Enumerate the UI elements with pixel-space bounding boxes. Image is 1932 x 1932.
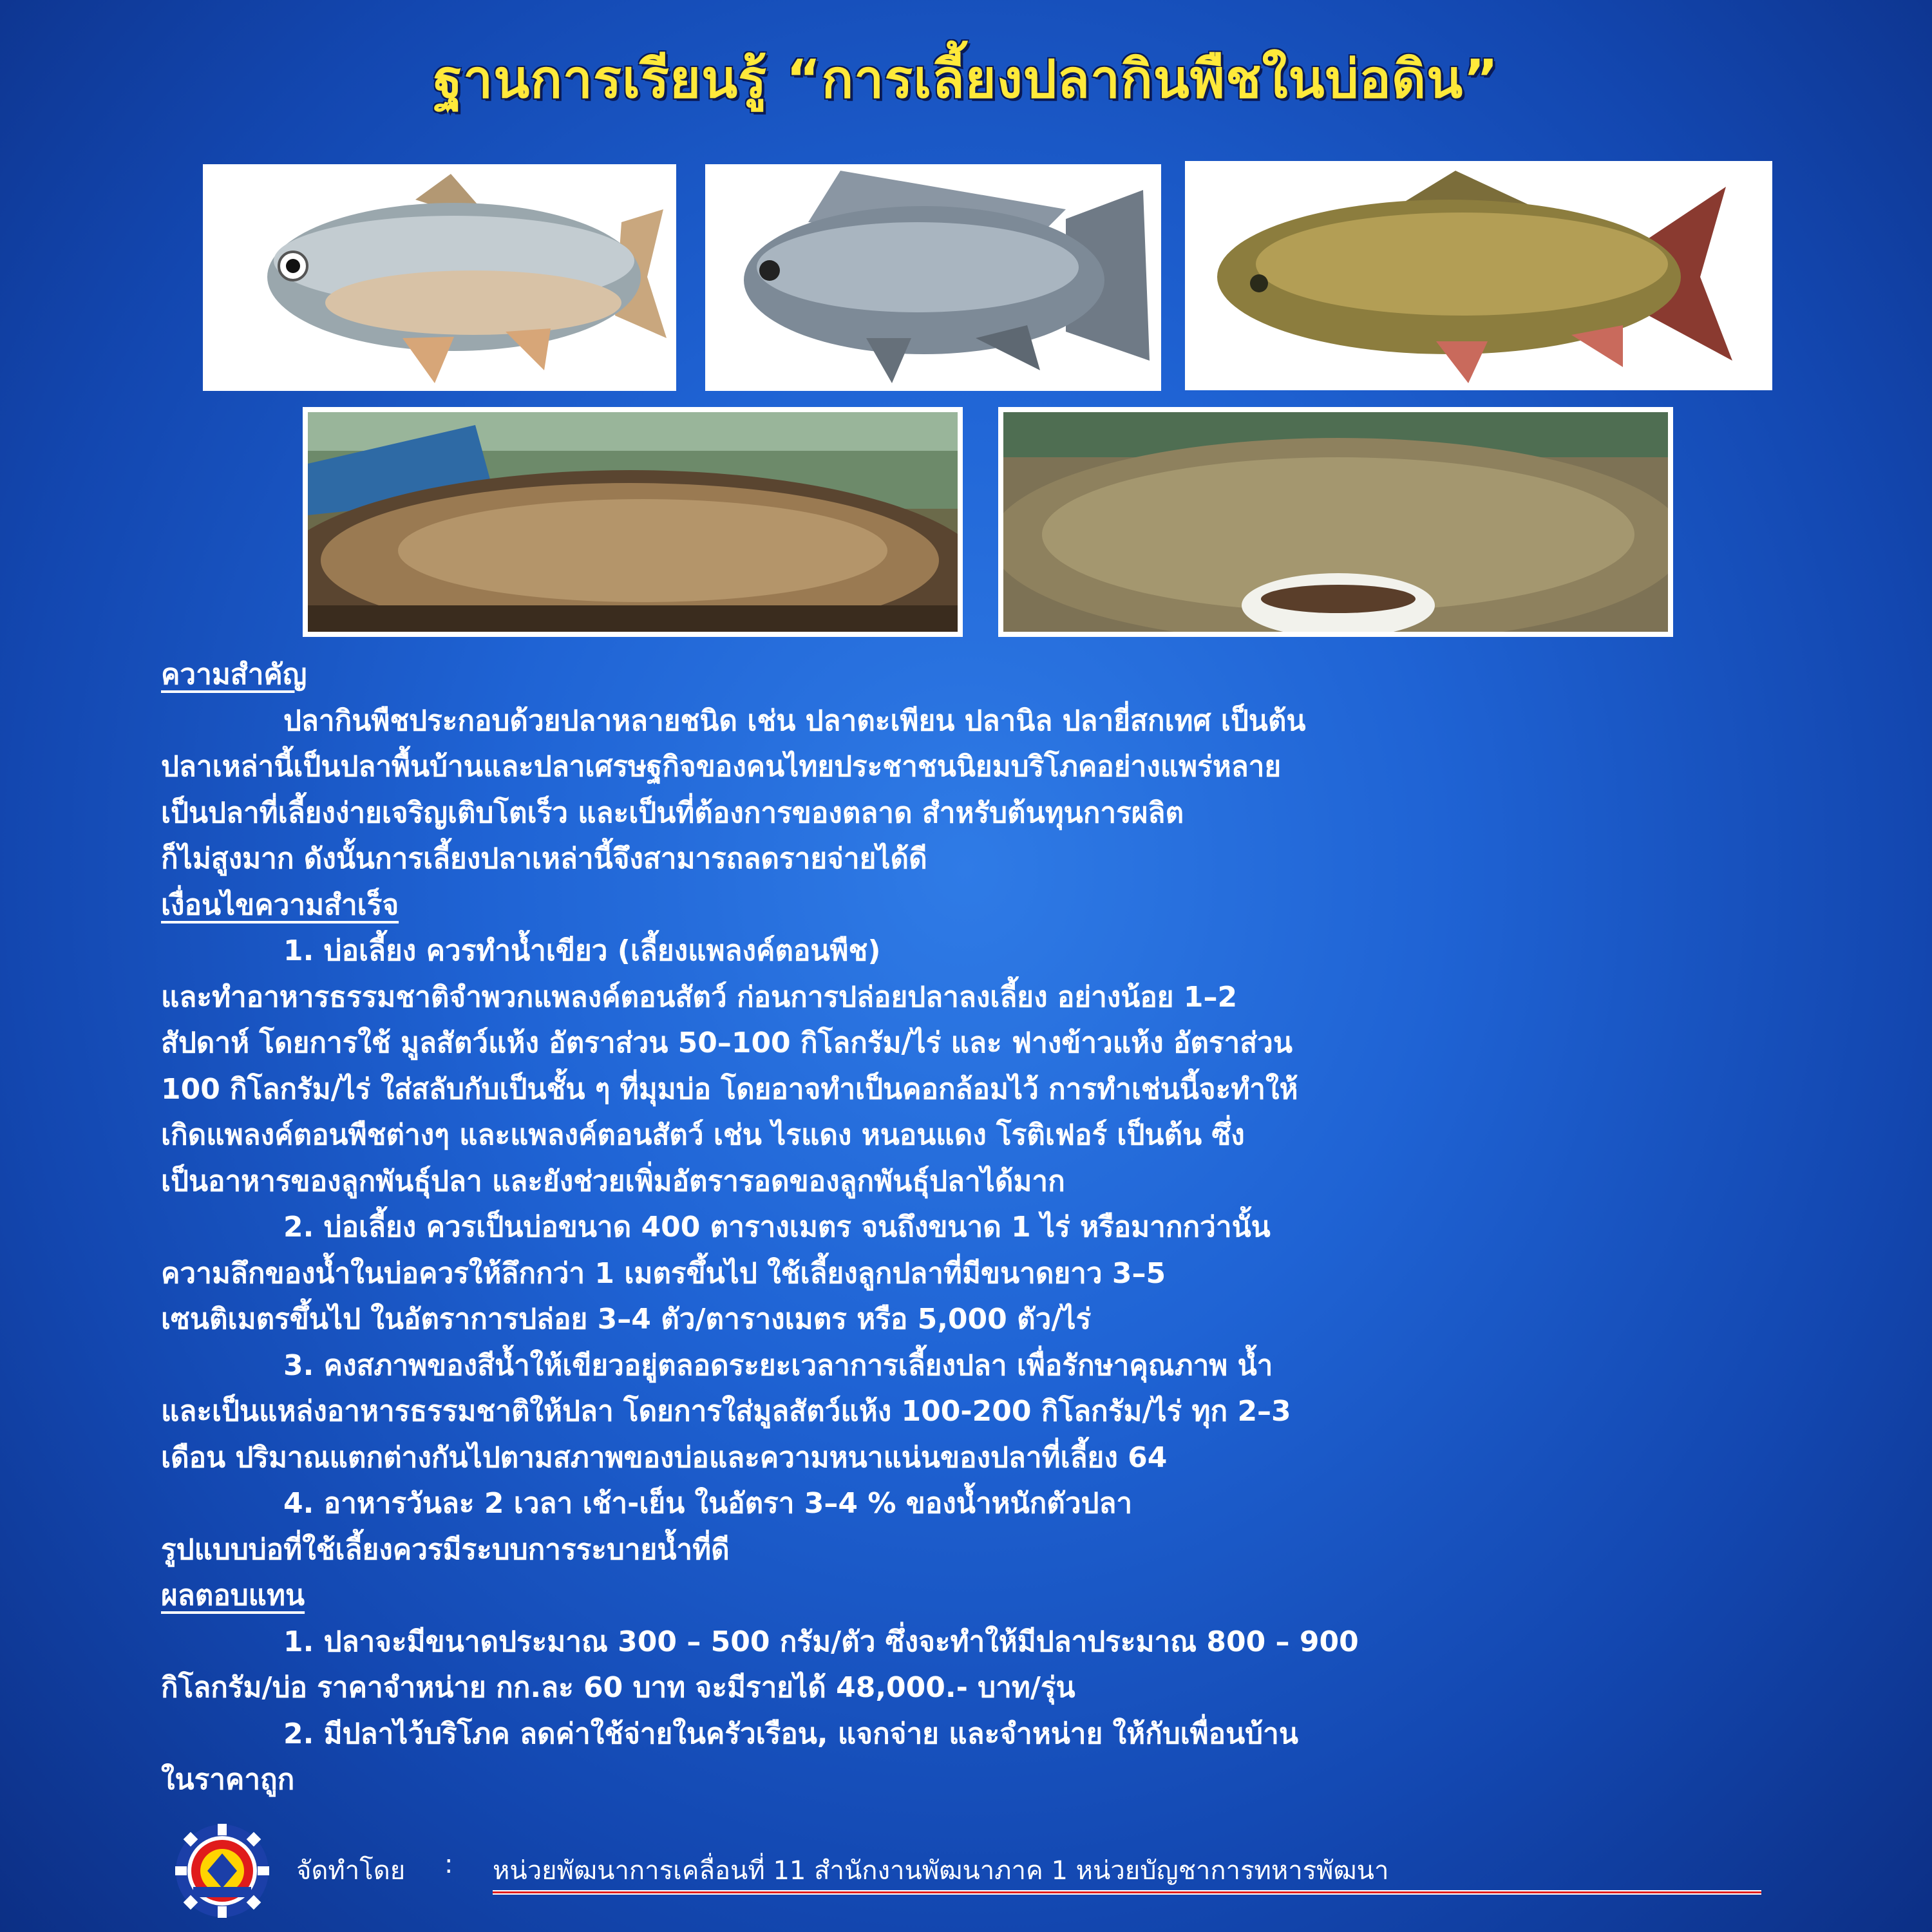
- footer-label: จัดทำโดย: [296, 1856, 406, 1886]
- returns-line: ในราคาถูก: [161, 1763, 295, 1796]
- conditions-line: 100 กิโลกรัม/ไร่ ใส่สลับกับเป็นชั้น ๆ ที่มุมบ่อ โดยอาจทำเป็นคอกล้อมไว้ การทำเช่นนี้จะทำให้: [161, 1072, 1298, 1106]
- rohu-fish-icon: [1185, 161, 1772, 390]
- conditions-line: และทำอาหารธรรมชาติจำพวกแพลงค์ตอนสัตว์ ก่อนการปล่อยปลาลงเลี้ยง อย่างน้อย 1–2: [161, 980, 1238, 1014]
- conditions-line: 2. บ่อเลี้ยง ควรเป็นบ่อขนาด 400 ตารางเมตร จนถึงขนาด 1 ไร่ หรือมากกว่านั้น: [283, 1211, 1271, 1244]
- page-title: ฐานการเรียนรู้ “การเลี้ยงปลากินพืชในบ่อดิน”: [433, 49, 1499, 110]
- conditions-line: ความลึกของน้ำในบ่อควรให้ลึกกว่า 1 เมตรขึ้นไป ใช้เลี้ยงลูกปลาที่มีขนาดยาว 3–5: [161, 1256, 1166, 1290]
- importance-line: ก็ไม่สูงมาก ดังนั้นการเลี้ยงปลาเหล่านี้จึงสามารถลดรายจ่ายได้ดี: [161, 842, 927, 875]
- straw-compost-icon: [1003, 412, 1668, 632]
- fish-photo-3: [1185, 161, 1772, 390]
- conditions-line: และเป็นแหล่งอาหารธรรมชาติให้ปลา โดยการใส่มูลสัตว์แห้ง 100-200 กิโลกรัม/ไร่ ทุก 2–3: [161, 1395, 1291, 1428]
- importance-heading: ความสำคัญ: [161, 658, 307, 691]
- tilapia-fish-icon: [705, 164, 1161, 391]
- returns-line: กิโลกรัม/บ่อ ราคาจำหน่าย กก.ละ 60 บาท จะมีรายได้ 48,000.- บาท/รุ่น: [161, 1671, 1075, 1704]
- conditions-line: เซนติเมตรขึ้นไป ในอัตราการปล่อย 3–4 ตัว/ตารางเมตร หรือ 5,000 ตัว/ไร่: [161, 1303, 1092, 1336]
- pond-photo-2: [998, 407, 1673, 637]
- conditions-line: เกิดแพลงค์ตอนพืชต่างๆ และแพลงค์ตอนสัตว์ เช่น ไรแดง หนอนแดง โรติเฟอร์ เป็นต้น ซึ่ง: [161, 1119, 1245, 1151]
- straw-pile-icon: [308, 412, 958, 632]
- conditions-line: สัปดาห์ โดยการใช้ มูลสัตว์แห้ง อัตราส่วน 50–100 กิโลกรัม/ไร่ และ ฟางข้าวแห้ง อัตราส่วน: [161, 1027, 1293, 1059]
- army-development-logo-icon: [174, 1823, 270, 1919]
- footer-underline: [493, 1890, 1761, 1895]
- conditions-line: 1. บ่อเลี้ยง ควรทำน้ำเขียว (เลี้ยงแพลงค์ตอนพืช): [283, 934, 881, 967]
- footer: [174, 1823, 1784, 1906]
- importance-line: ปลาเหล่านี้เป็นปลาพื้นบ้านและปลาเศรษฐกิจของคนไทยประชาชนนิยมบริโภคอย่างแพร่หลาย: [161, 750, 1282, 783]
- content-body: [161, 652, 1835, 1803]
- fish-photo-1: [203, 164, 676, 391]
- returns-line: 1. ปลาจะมีขนาดประมาณ 300 – 500 กรัม/ตัว ซึ่งจะทำให้มีปลาประมาณ 800 – 900: [283, 1625, 1359, 1658]
- pond-photo-1: [303, 407, 963, 637]
- conditions-line: เดือน ปริมาณแตกต่างกันไปตามสภาพของบ่อและความหนาแน่นของปลาที่เลี้ยง 64: [161, 1441, 1168, 1474]
- fish-photo-2: [705, 164, 1161, 391]
- conditions-line: เป็นอาหารของลูกพันธุ์ปลา และยังช่วยเพิ่มอัตรารอดของลูกพันธุ์ปลาได้มาก: [161, 1164, 1065, 1198]
- conditions-line: 3. คงสภาพของสีน้ำให้เขียวอยู่ตลอดระยะเวลาการเลี้ยงปลา เพื่อรักษาคุณภาพ น้ำ: [283, 1349, 1273, 1382]
- returns-line: 2. มีปลาไว้บริโภค ลดค่าใช้จ่ายในครัวเรือน, แจกจ่าย และจำหน่าย ให้กับเพื่อนบ้าน: [283, 1717, 1298, 1750]
- conditions-line: รูปแบบบ่อที่ใช้เลี้ยงควรมีระบบการระบายน้ำที่ดี: [161, 1533, 730, 1566]
- conditions-heading: เงื่อนไขความสำเร็จ: [161, 888, 399, 922]
- importance-line: ปลากินพืชประกอบด้วยปลาหลายชนิด เช่น ปลาตะเพียน ปลานิล ปลายี่สกเทศ เป็นต้น: [283, 704, 1306, 737]
- footer-separator: :: [444, 1850, 453, 1879]
- importance-line: เป็นปลาที่เลี้ยงง่ายเจริญเติบโตเร็ว และเป็นที่ต้องการของตลาด สำหรับต้นทุนการผลิต: [161, 796, 1184, 829]
- returns-heading: ผลตอบแทน: [161, 1579, 305, 1612]
- silver-barb-fish-icon: [203, 164, 676, 391]
- conditions-line: 4. อาหารวันละ 2 เวลา เช้า-เย็น ในอัตรา 3–4 % ของน้ำหนักตัวปลา: [283, 1487, 1133, 1520]
- footer-organization: หน่วยพัฒนาการเคลื่อนที่ 11 สำนักงานพัฒนาภาค 1 หน่วยบัญชาการทหารพัฒนา: [493, 1856, 1389, 1886]
